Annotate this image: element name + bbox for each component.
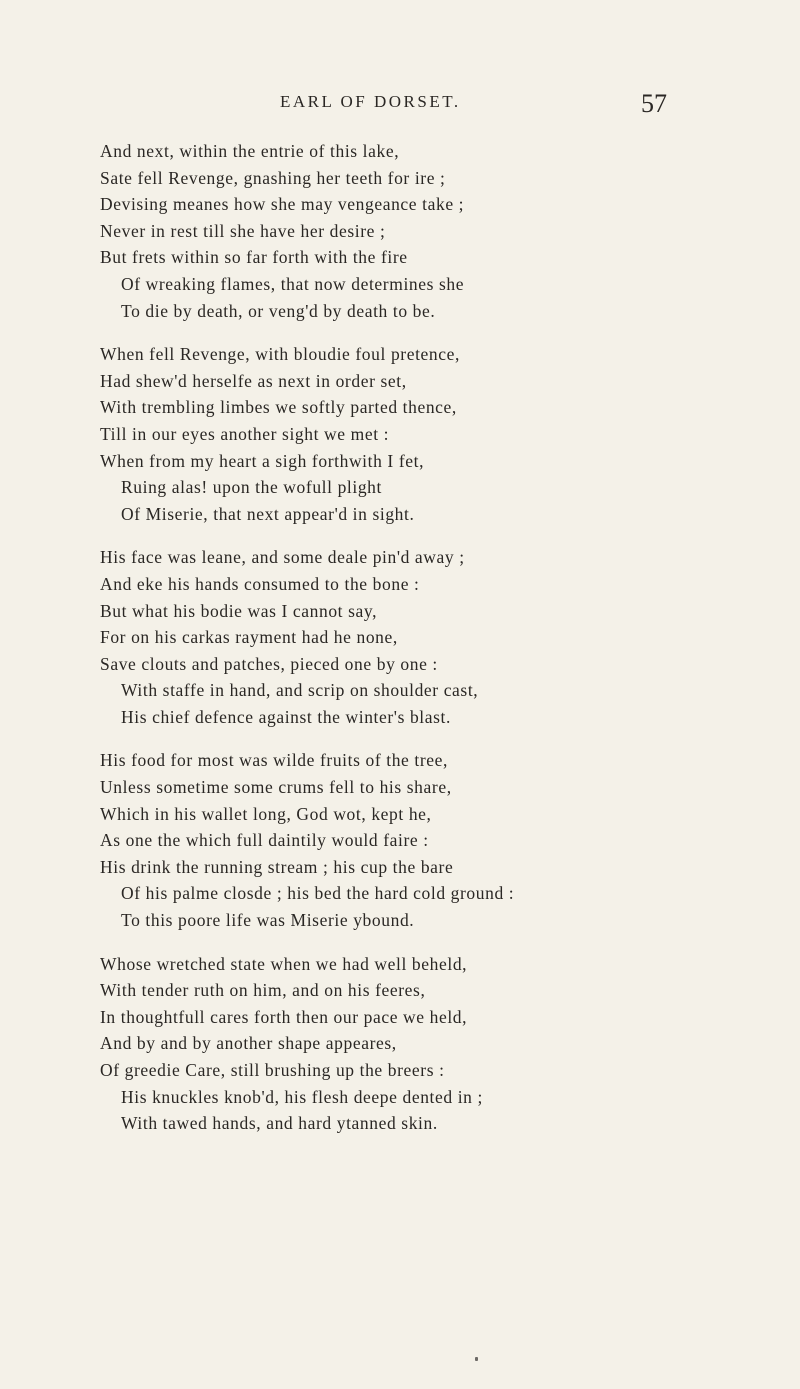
verse-line: When fell Revenge, with bloudie foul pretence,: [100, 344, 460, 365]
verse-line: His face was leane, and some deale pin'd away ;: [100, 547, 465, 568]
verse-line: With trembling limbes we softly parted thence,: [100, 397, 457, 418]
stanza: [100, 138, 700, 324]
stanza: [100, 951, 700, 1137]
stanza: [100, 341, 700, 527]
verse-line: In thoughtfull cares forth then our pace we held,: [100, 1006, 468, 1027]
verse-line: His drink the running stream ; his cup the bare: [100, 856, 454, 877]
verse-line: His chief defence against the winter's blast.: [121, 706, 451, 727]
verse-line: To die by death, or veng'd by death to be.: [121, 300, 436, 321]
verse-line: Had shew'd herselfe as next in order set,: [100, 370, 407, 391]
verse-line: And eke his hands consumed to the bone :: [100, 573, 420, 594]
verse-line: His food for most was wilde fruits of the tree,: [100, 750, 448, 771]
stanza: [100, 747, 700, 933]
verse-line: Which in his wallet long, God wot, kept he,: [100, 803, 432, 824]
verse-line: To this poore life was Miserie ybound.: [121, 910, 415, 931]
verse-line: For on his carkas rayment had he none,: [100, 627, 398, 648]
verse-line: As one the which full daintily would faire :: [100, 830, 429, 851]
verse-line: Save clouts and patches, pieced one by one :: [100, 653, 438, 674]
verse-line: Whose wretched state when we had well beheld,: [100, 953, 468, 974]
running-title: EARL OF DORSET.: [280, 92, 461, 111]
verse-line: His knuckles knob'd, his flesh deepe dented in ;: [121, 1086, 483, 1107]
verse-line: Of his palme closde ; his bed the hard cold ground :: [121, 883, 515, 904]
verse-line: Sate fell Revenge, gnashing her teeth for ire ;: [100, 167, 446, 188]
verse-line: With tawed hands, and hard ytanned skin.: [121, 1113, 438, 1134]
verse-line: When from my heart a sigh forthwith I fet,: [100, 450, 425, 471]
verse-line: Unless sometime some crums fell to his share,: [100, 777, 452, 798]
print-speck: [475, 1357, 478, 1361]
verse-line: Of Miserie, that next appear'd in sight.: [121, 503, 415, 524]
verse-line: Of wreaking flames, that now determines she: [121, 273, 465, 294]
verse-line: Ruing alas! upon the wofull plight: [121, 477, 382, 498]
verse-line: Never in rest till she have her desire ;: [100, 220, 386, 241]
verse-line: But what his bodie was I cannot say,: [100, 600, 378, 621]
verse-line: With staffe in hand, and scrip on shoulder cast,: [121, 680, 479, 701]
verse-line: With tender ruth on him, and on his feeres,: [100, 980, 426, 1001]
verse-line: Of greedie Care, still brushing up the breers :: [100, 1060, 445, 1080]
stanza: [100, 544, 700, 730]
verse-line: Till in our eyes another sight we met :: [100, 423, 390, 444]
verse-line: And by and by another shape appeares,: [100, 1033, 397, 1054]
running-header: [0, 89, 800, 122]
verse-line: But frets within so far forth with the fire: [100, 247, 408, 268]
verse-line: Devising meanes how she may vengeance take ;: [100, 194, 465, 215]
page-number: 57: [641, 89, 667, 118]
poem-body: [100, 138, 700, 1154]
verse-line: And next, within the entrie of this lake,: [100, 141, 400, 161]
